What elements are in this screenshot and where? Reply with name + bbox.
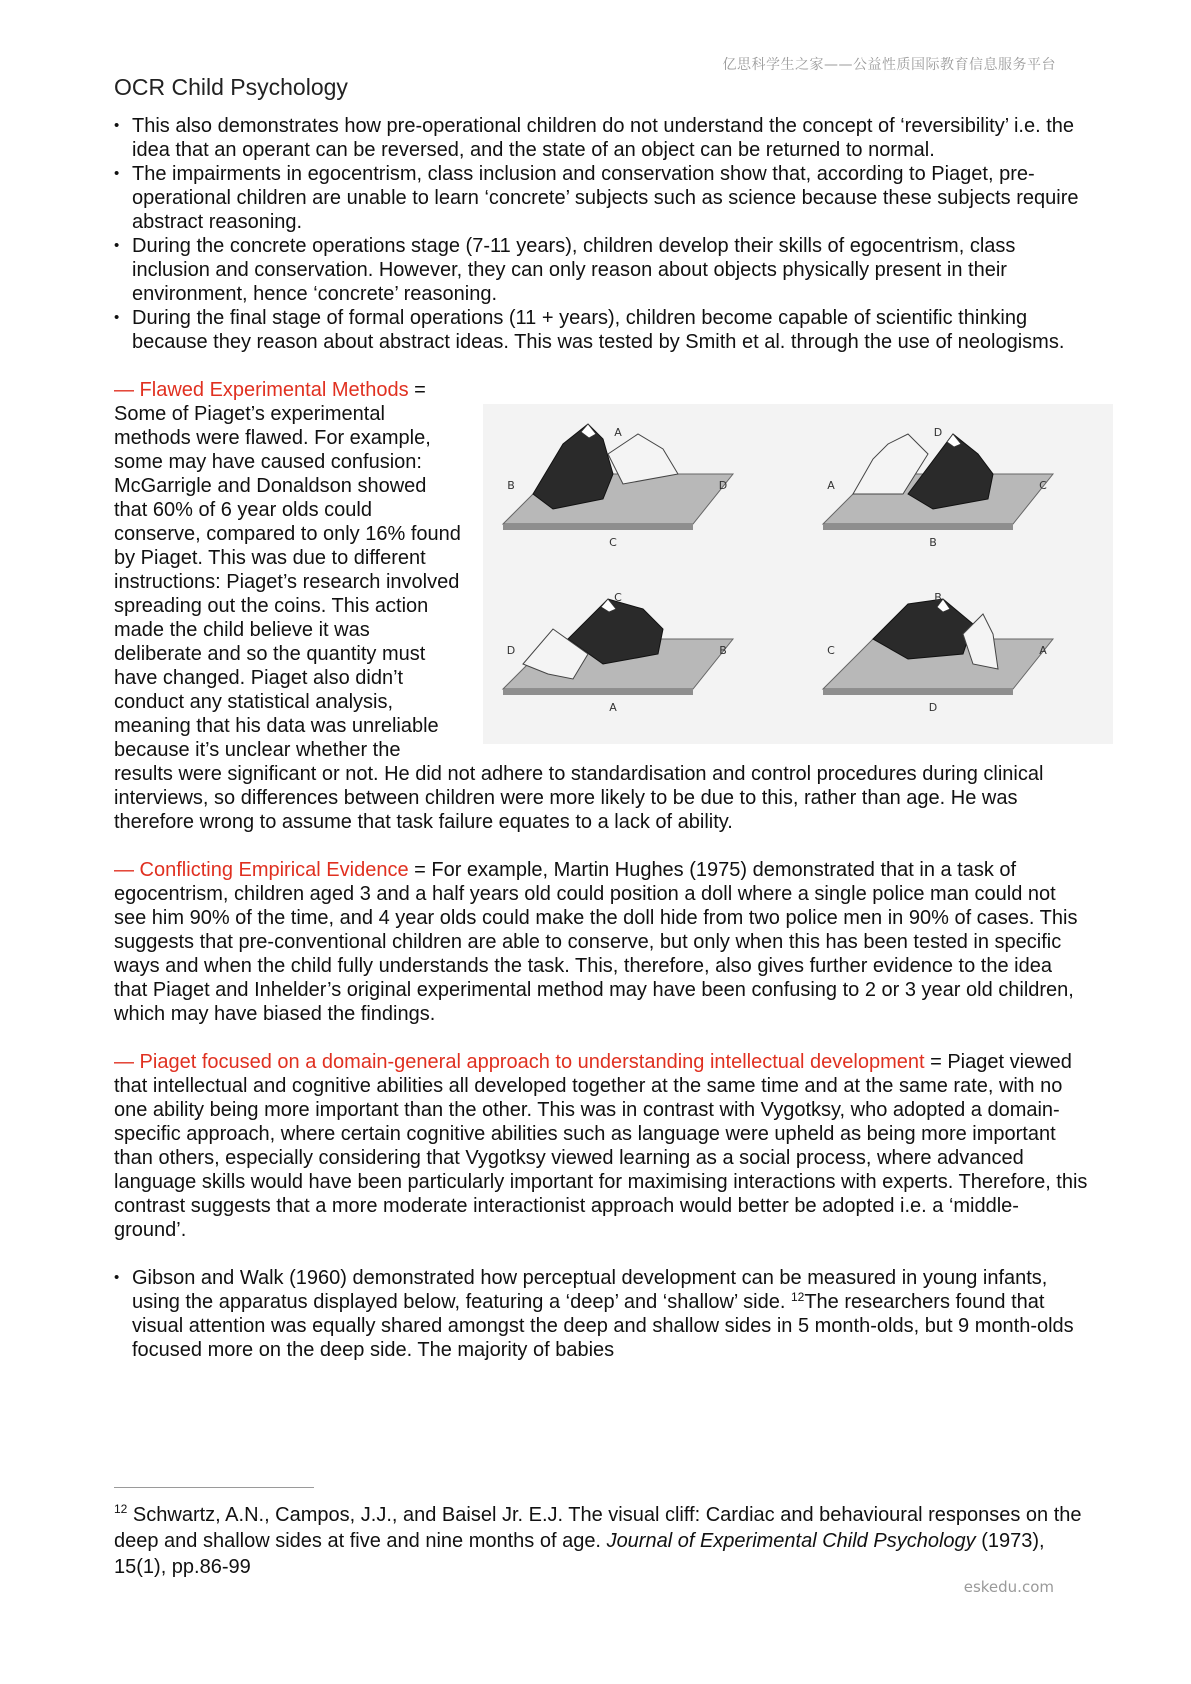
footnote-journal: Journal of Experimental Child Psychology	[606, 1530, 976, 1552]
footer-watermark: eskedu.com	[963, 1578, 1054, 1596]
panel-label-top: B	[934, 591, 942, 604]
flawed-methods-paragraph	[114, 378, 1089, 834]
bullet-list-top	[114, 114, 1089, 354]
panel-label-top: A	[614, 426, 622, 439]
domain-general-heading: — Piaget focused on a domain-general approach to understanding intellectual development	[114, 1051, 925, 1073]
panel-base-edge	[823, 689, 1013, 695]
list-item: • During the final stage of formal operations (11 + years), children become capable of scientific thinking because they reason about abstract ideas. This was tested by Smith et al. through the use of neologisms.	[114, 306, 1089, 354]
conflicting-evidence-heading: — Conflicting Empirical Evidence	[114, 859, 409, 881]
panel-label-bottom: A	[609, 701, 617, 714]
footnote-text-end: (1973), 15(1), pp.86-99	[114, 1530, 1045, 1578]
footnote-text: Schwartz, A.N., Campos, J.J., and Baisel Jr. E.J. The visual cliff: Cardiac and behavioural responses on the deep and shallow sides at five and nine months of age.	[114, 1504, 1082, 1552]
panel-base-edge	[503, 689, 693, 695]
gibson-walk-text-continued: The researchers found that visual attention was equally shared amongst the deep and shallow sides in 5 month-olds, but 9 month-olds focused more on the deep side. The majority of babies	[132, 1291, 1074, 1361]
flawed-methods-body: Some of Piaget’s experimental methods were flawed. For example, some may have caused confusion: McGarrigle and Donaldson showed that 60% of 6 year olds could conserve, compared to only 16% found by Piaget. This was due to different instructions: Piaget’s research involved spreading out the coins. This action made the child believe it was deliberate and so the quantity must have changed. Piaget also didn’t conduct any statistical analysis, meaning that his data was unreliable because it’s unclear whether the results were significant or not. He did not adhere to standardisation and control procedures during clinical interviews, so differences between children were more likely to be due to this, rather than age. He was therefore wrong to assume that task failure equates to a lack of ability.	[114, 403, 1044, 833]
list-item: • The impairments in egocentrism, class inclusion and conservation show that, according to Piaget, pre-operational children are unable to learn ‘concrete’ subjects such as science because these subjects require abstract reasoning.	[114, 162, 1089, 234]
panel-label-right: D	[718, 479, 728, 492]
flawed-methods-heading: — Flawed Experimental Methods	[114, 379, 409, 401]
list-item	[114, 1266, 1089, 1362]
panel-label-left: B	[507, 479, 515, 492]
conflicting-evidence-paragraph	[114, 858, 1089, 1026]
panel-label-left: A	[827, 479, 835, 492]
panel-label-right: C	[1039, 479, 1047, 492]
panel-label-right: B	[719, 644, 727, 657]
document-body	[114, 114, 1089, 1362]
gibson-walk-text: Gibson and Walk (1960) demonstrated how perceptual development can be measured in young infants, using the apparatus displayed below, featuring a ‘deep’ and ‘shallow’ side.	[132, 1267, 1048, 1313]
panel-label-left: C	[827, 644, 835, 657]
three-mountains-illustration	[483, 404, 1113, 744]
panel-base-edge	[503, 524, 693, 530]
page-title: OCR Child Psychology	[114, 74, 348, 100]
conflicting-evidence-body: For example, Martin Hughes (1975) demonstrated that in a task of egocentrism, children aged 3 and a half years old could position a doll where a single police man could not see him 90% of the time, and 4 year olds could make the doll hide from two police men in 90% of cases. This suggests that pre-conventional children are able to conserve, but only when this has been tested in specific ways and when the child fully understands the task. This, therefore, also gives further evidence to the idea that Piaget and Inhelder’s original experimental method may have been confusing to 2 or 3 year old children, which may have biased the findings.	[114, 859, 1078, 1025]
header-watermark: 亿思科学生之家——公益性质国际教育信息服务平台	[722, 57, 1056, 73]
footnote	[114, 1502, 1089, 1580]
panel-label-bottom: C	[609, 536, 617, 549]
footnote-number: 12	[114, 1502, 128, 1516]
panel-label-top: D	[933, 426, 943, 439]
three-mountains-figure	[483, 404, 1113, 744]
bullet-list-bottom	[114, 1266, 1089, 1362]
panel-label-top: C	[614, 591, 622, 604]
panel-label-bottom: D	[928, 701, 938, 714]
domain-general-paragraph	[114, 1050, 1089, 1242]
footnote-divider	[114, 1487, 314, 1488]
domain-general-body: Piaget viewed that intellectual and cognitive abilities all developed together at the same time and at the same rate, with no one ability being more important than the other. This was in contrast with Vygotksy, who adopted a domain-specific approach, where certain cognitive abilities such as language were upheld as being more important than others, especially considering that Vygotksy viewed learning as a social process, where advanced language skills would have been particularly important for maximising interactions with experts. Therefore, this contrast suggests that a more moderate interactionist approach would better be adopted i.e. a ‘middle-ground’.	[114, 1051, 1088, 1241]
panel-label-bottom: B	[929, 536, 937, 549]
list-item: • During the concrete operations stage (7-11 years), children develop their skills of egocentrism, class inclusion and conservation. However, they can only reason about objects physically present in their environment, hence ‘concrete’ reasoning.	[114, 234, 1089, 306]
list-item: • This also demonstrates how pre-operational children do not understand the concept of ‘reversibility’ i.e. the idea that an operant can be reversed, and the state of an object can be returned to normal.	[114, 114, 1089, 162]
equals-sign: =	[924, 1051, 948, 1073]
panel-base-edge	[823, 524, 1013, 530]
panel-label-right: A	[1039, 644, 1047, 657]
equals-sign: =	[408, 379, 426, 401]
footnote-ref[interactable]: 12	[790, 1290, 805, 1304]
equals-sign: =	[408, 859, 432, 881]
panel-label-left: D	[506, 644, 516, 657]
